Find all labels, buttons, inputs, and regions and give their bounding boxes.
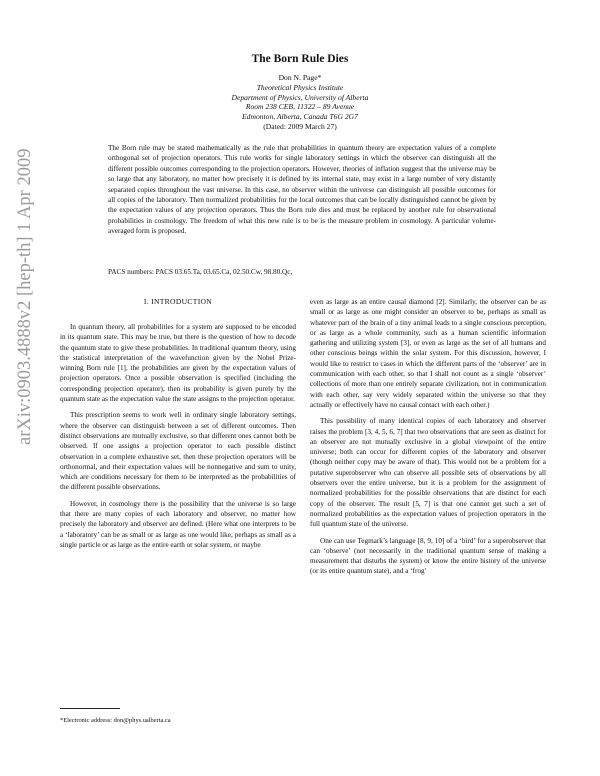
paper-title: The Born Rule Dies — [251, 53, 349, 65]
author-block — [0, 73, 600, 132]
footnote-divider — [60, 708, 120, 709]
section-heading-introduction: I. INTRODUCTION — [143, 297, 213, 306]
pacs-numbers: PACS numbers: PACS 03.65.Ta, 03.65.Ca, 02.50.Cw, 98.80.Qc, — [108, 268, 293, 276]
arxiv-identifier-stamp[interactable]: arXiv:0903.4888v2 [hep-th] 1 Apr 2009 — [15, 148, 35, 445]
author-institute: Theoretical Physics Institute — [256, 82, 344, 92]
left-column — [60, 322, 296, 556]
paragraph: One can use Tegmark’s language [8, 9, 10] of a ‘bird’ for a superobserver that can ‘observe’ (not necessarily in the traditional quantum sense of making a measurement that disturbs the system) or know the entire history of the universe (or its entire quantum state), and a ‘frog’ — [310, 536, 546, 576]
paragraph: even as large as an entire causal diamond [2]. Similarly, the observer can be as small or as large as one might consider an observer to be, perhaps as small as whatever part of the brain of a tiny animal leads to a single conscious perception, or as large as a whole community, such as a human scientific information gathering and utilizing system [3], or even as large as the set of all humans and other conscious beings within the solar system. For this discussion, however, I would like to restrict to cases in which the different parts of the ‘observer’ are in communication with each other, so that I shall not count as a single ‘observer’ collections of more than one entirely separate civilization, not in communication with each other, say very widely separated within the universe so that they actually or effectively have no causal contact with each other.) — [310, 298, 546, 409]
paragraph: This prescription seems to work well in ordinary single laboratory settings, where the observer can distinguish between a set of different outcomes. Then distinct observations are mutually exclusive, so that different ones cannot both be observed. If one assigns a projection operator to each possible distinct observation in a complete exhaustive set, then these projection operators will be orthonormal, and their expectation values will be nonnegative and sum to unity, which are conditions necessary for them to be interpreted as the probabilities of the different possible observations. — [60, 411, 296, 492]
footnote-email: *Electronic address: don@phys.ualberta.ca — [60, 717, 171, 724]
author-name: Don N. Page* — [278, 73, 322, 82]
abstract: The Born rule may be stated mathematically as the rule that probabilities in quantum theory are expectation values of a complete orthogonal set of projection operators. This rule works for single laboratory settings in which the observer can distinguish all the different possible outcomes corresponding to the projection operators. However, theories of inflation suggest that the universe may be so large that any laboratory, no matter how precisely it is defined by its internal state, may exist in a large number of very distantly separated copies throughout the vast universe. In this case, no observer within the universe can distinguish all possible outcomes for all copies of the laboratory. Then normalized probabilities for the local outcomes that can be locally distinguished cannot be given by the expectation values of any projection operators. Thus the Born rule dies and must be replaced by another rule for observational probabilities in cosmology. The freedom of what this new rule is to be is the measure problem in cosmology. A particular volume-averaged form is proposed. — [108, 144, 496, 236]
paragraph: This possibility of many identical copies of each laboratory and observer raises the problem [3, 4, 5, 6, 7] that two observations that are seen as distinct for an observer are not mutually exclusive in a global viewpoint of the entire universe; both can occur for different copies of the laboratory and observer (though neither copy may be aware of that). This would not be a problem for a putative superobserver who can observe all possible sets of observations by all observers over the entire universe, but it is a problem for the assignment of normalized probabilities for the possible observations that are distinct for each copy of the observer. The result [5, 7] is that one cannot get such a set of normalized probabilities as the expectation values of projection operators in the full quantum state of the universe. — [310, 417, 546, 529]
author-department: Department of Physics, University of Alberta — [231, 92, 369, 102]
paragraph: However, in cosmology there is the possibility that the universe is so large that there are many copies of each laboratory and observer, no matter how precisely the laboratory and observer are defined. (Here what one interprets to be a ‘laboratory’ can be as small or as large as one would like, perhaps as small as a single particle or as large as the entire earth or solar system, or maybe — [60, 499, 296, 549]
author-room: Room 238 CEB, 11322 – 89 Avenue — [245, 102, 355, 112]
right-column — [310, 297, 546, 583]
date-line: (Dated: 2009 March 27) — [263, 121, 337, 131]
paragraph: In quantum theory, all probabilities for a system are supposed to be encoded in its quantum state. This may be true, but there is the question of how to decode the quantum state to give these probabilities. In traditional quantum theory, using the statistical interpretation of the wavefunction given by the Nobel Prize-winning Born rule [1], the probabilities are given by the expectation values of projection operators. Once a possible observation is specified (including the corresponding projection operator), then its probability is given purely by the quantum state as the expectation value the state assigns to the projection operator. — [60, 323, 296, 404]
author-city: Edmonton, Alberta, Canada T6G 2G7 — [242, 112, 358, 122]
